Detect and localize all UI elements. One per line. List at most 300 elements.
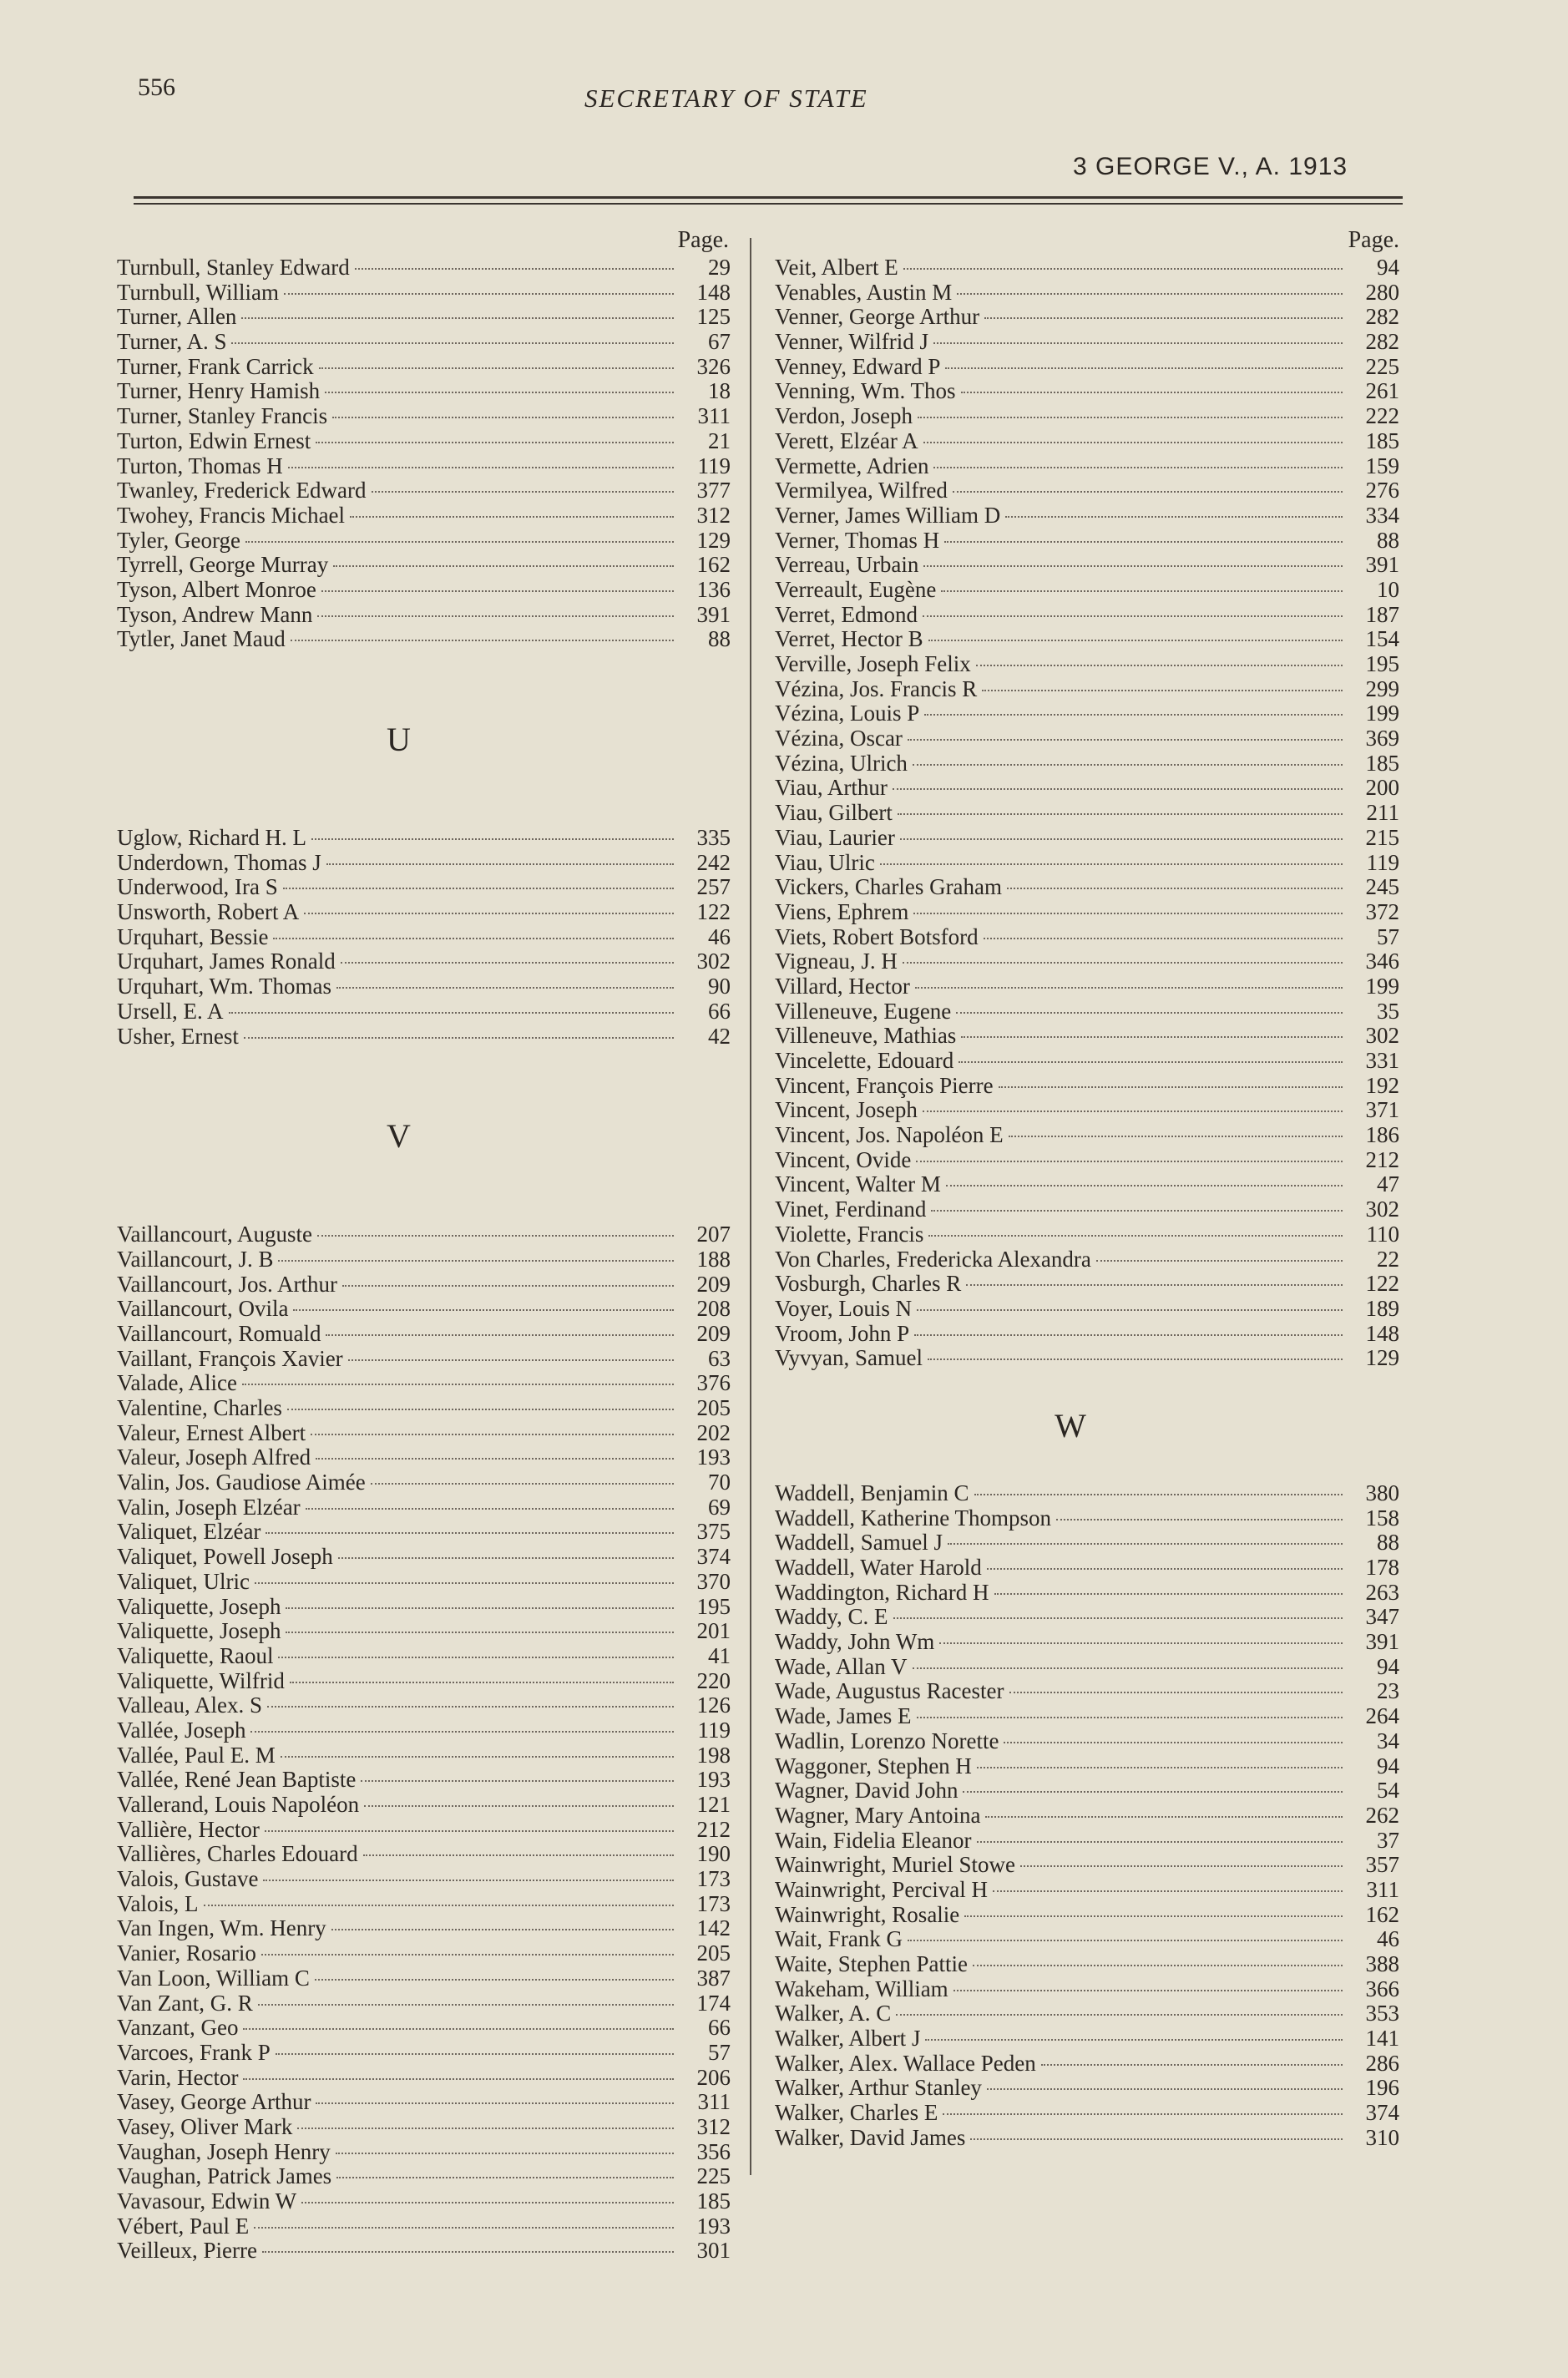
index-entry [775, 2026, 1399, 2052]
dot-leader [880, 863, 1343, 865]
index-entry [117, 2164, 731, 2189]
entry-name: Vaillancourt, Jos. Arthur [117, 1271, 337, 1297]
dot-leader [276, 2053, 674, 2055]
index-entry [117, 1867, 731, 1892]
entry-page: 215 [1365, 824, 1399, 850]
dot-leader [1009, 1692, 1343, 1693]
dot-leader [372, 491, 675, 493]
entry-page: 282 [1365, 329, 1399, 355]
entry-name: Waite, Stephen Pattie [775, 1951, 969, 1976]
dot-leader [350, 516, 674, 518]
dot-leader [917, 1309, 1343, 1311]
entry-name: Vézina, Oscar [775, 726, 903, 751]
entry-page: 261 [1365, 378, 1399, 404]
index-entry [117, 379, 731, 404]
index-entry [775, 677, 1399, 702]
dot-leader [1007, 888, 1343, 889]
entry-page: 335 [696, 825, 731, 850]
entry-page: 375 [696, 1519, 731, 1545]
v-entries [117, 1222, 731, 2264]
dot-leader [316, 2102, 674, 2104]
entry-name: Vaillancourt, Ovila [117, 1296, 289, 1322]
entry-page: 369 [1365, 726, 1399, 751]
entry-name: Van Ingen, Wm. Henry [117, 1915, 326, 1941]
entry-name: Vincent, Jos. Napoléon E [775, 1122, 1004, 1148]
index-entry [117, 281, 731, 306]
dot-leader [284, 293, 674, 295]
entry-page: 391 [1365, 1629, 1399, 1655]
index-entry [117, 1396, 731, 1421]
dot-leader [286, 1607, 674, 1609]
index-entry [775, 379, 1399, 404]
entry-page: 302 [1365, 1023, 1399, 1049]
entry-name: Valentine, Charles [117, 1395, 282, 1420]
entry-page: 34 [1377, 1728, 1399, 1753]
entry-name: Walker, Alex. Wallace Peden [775, 2050, 1036, 2076]
entry-page: 119 [1366, 849, 1399, 875]
index-entry [775, 1952, 1399, 1977]
index-entry [117, 1743, 731, 1768]
dot-leader [1005, 516, 1343, 518]
index-entry [775, 478, 1399, 503]
dot-leader [336, 2177, 674, 2178]
index-entry [117, 1718, 731, 1743]
entry-name: Wagner, Mary Antoina [775, 1802, 981, 1828]
entry-page: 188 [696, 1246, 731, 1272]
entry-page: 198 [696, 1742, 731, 1768]
entry-page: 312 [696, 2113, 731, 2139]
header-rule [134, 203, 1403, 205]
index-entry [775, 603, 1399, 628]
entry-name: Van Zant, G. R [117, 1990, 253, 2016]
dot-leader [953, 1990, 1343, 1991]
index-entry [775, 627, 1399, 652]
dot-leader [371, 1483, 674, 1485]
index-entry [117, 1793, 731, 1818]
dot-leader [913, 913, 1343, 914]
index-entry [775, 1556, 1399, 1581]
dot-leader [286, 1632, 674, 1633]
entry-name: Varcoes, Frank P [117, 2039, 271, 2065]
entry-name: Valleau, Alex. S [117, 1692, 262, 1718]
entry-page: 245 [1365, 874, 1399, 900]
entry-page: 220 [696, 1667, 731, 1693]
entry-name: Walker, David James [775, 2124, 966, 2150]
index-entry [775, 1322, 1399, 1347]
dot-leader [311, 1434, 674, 1435]
entry-page: 94 [1377, 1753, 1399, 1778]
dot-leader [204, 1905, 675, 1906]
entry-page: 22 [1377, 1246, 1399, 1272]
index-entry [775, 900, 1399, 925]
right-column [775, 227, 1399, 2151]
dot-leader [963, 1791, 1343, 1793]
page-column-heading: Page. [677, 227, 729, 253]
entry-page: 126 [696, 1692, 731, 1718]
index-entry [117, 2239, 731, 2264]
entry-name: Twanley, Frederick Edward [117, 478, 367, 503]
entry-page: 88 [708, 626, 731, 652]
entry-page: 178 [1365, 1555, 1399, 1580]
entry-name: Viets, Robert Botsford [775, 923, 979, 949]
index-entry [117, 1272, 731, 1298]
index-entry [775, 1829, 1399, 1854]
entry-page: 110 [1366, 1221, 1399, 1247]
index-entry [117, 2041, 731, 2066]
index-entry [775, 1679, 1399, 1704]
entry-name: Valeur, Ernest Albert [117, 1419, 306, 1445]
entry-page: 57 [708, 2039, 731, 2065]
dot-leader [945, 367, 1343, 369]
index-entry [775, 875, 1399, 900]
index-entry [775, 1297, 1399, 1322]
index-entry [117, 1941, 731, 1966]
index-entry [775, 776, 1399, 801]
entry-name: Vickers, Charles Graham [775, 874, 1003, 900]
entry-name: Valade, Alice [117, 1370, 237, 1396]
entry-name: Venner, Wilfrid J [775, 329, 929, 355]
index-entry [775, 925, 1399, 950]
dot-leader [1041, 2064, 1343, 2066]
entry-page: 185 [1365, 428, 1399, 453]
index-entry [775, 281, 1399, 306]
dot-leader [250, 1731, 674, 1733]
dot-leader [931, 1210, 1343, 1212]
dot-leader [999, 1086, 1343, 1088]
dot-leader [1096, 1260, 1343, 1262]
index-entry [775, 751, 1399, 777]
entry-name: Viau, Laurier [775, 824, 895, 850]
entry-name: Vyvyan, Samuel [775, 1345, 923, 1371]
entry-page: 193 [696, 2213, 731, 2239]
dot-leader [900, 838, 1343, 840]
dot-leader [255, 1582, 674, 1584]
section-heading-w: W [1055, 1407, 1086, 1445]
entry-page: 29 [708, 255, 731, 280]
entry-page: 196 [1365, 2075, 1399, 2101]
dot-leader [987, 2088, 1343, 2090]
dot-leader [913, 1667, 1343, 1669]
entry-name: Verner, Thomas H [775, 527, 940, 553]
entry-name: Voyer, Louis N [775, 1295, 913, 1321]
entry-name: Von Charles, Fredericka Alexandra [775, 1246, 1091, 1272]
index-entry [775, 1853, 1399, 1878]
entry-name: Valiquette, Joseph [117, 1593, 281, 1619]
entry-name: Urquhart, James Ronald [117, 949, 336, 974]
entry-name: Vroom, John P [775, 1320, 910, 1346]
entry-page: 187 [1365, 601, 1399, 627]
dot-leader [262, 2251, 674, 2253]
index-entry [117, 355, 731, 380]
index-entry [775, 2001, 1399, 2026]
entry-page: 310 [1365, 2124, 1399, 2150]
dot-leader [943, 2113, 1343, 2115]
index-entry [775, 826, 1399, 851]
dot-leader [923, 442, 1343, 443]
entry-name: Vasey, Oliver Mark [117, 2113, 293, 2139]
entry-page: 122 [696, 899, 731, 925]
dot-leader [316, 1458, 674, 1460]
index-entry [117, 2066, 731, 2091]
index-entry [775, 949, 1399, 974]
entry-name: Tyrrell, George Murray [117, 552, 329, 578]
entry-name: Villeneuve, Mathias [775, 1023, 957, 1049]
entry-page: 186 [1365, 1122, 1399, 1148]
index-entry [775, 553, 1399, 578]
index-entry [775, 429, 1399, 454]
entry-page: 211 [1366, 800, 1399, 826]
entry-page: 366 [1365, 1976, 1399, 2001]
index-entry [775, 1977, 1399, 2002]
entry-page: 202 [696, 1419, 731, 1445]
dot-leader [1056, 1519, 1343, 1520]
dot-leader [290, 1682, 674, 1683]
dot-leader [976, 665, 1343, 666]
entry-name: Verreau, Urbain [775, 552, 919, 578]
dot-leader [319, 367, 674, 369]
dot-leader [332, 417, 674, 418]
entry-page: 148 [696, 279, 731, 305]
dot-leader [336, 2153, 674, 2154]
entry-page: 212 [696, 1816, 731, 1842]
dot-leader [917, 1717, 1343, 1718]
index-entry [117, 1966, 731, 1991]
entry-page: 200 [1365, 775, 1399, 801]
entry-name: Valiquette, Wilfrid [117, 1667, 285, 1693]
entry-page: 10 [1377, 576, 1399, 602]
section-heading-u: U [387, 720, 411, 758]
dot-leader [953, 491, 1343, 493]
entry-page: 192 [1365, 1072, 1399, 1098]
entry-name: Turner, Allen [117, 304, 237, 330]
entry-name: Waddy, John Wm [775, 1629, 935, 1655]
index-entry [117, 1619, 731, 1644]
dot-leader [241, 317, 674, 319]
index-entry [117, 2214, 731, 2239]
dot-leader [915, 987, 1343, 989]
dot-leader [1020, 1865, 1343, 1867]
index-entry [775, 726, 1399, 751]
index-entry [117, 2140, 731, 2165]
entry-page: 376 [696, 1370, 731, 1396]
index-entry [775, 1581, 1399, 1606]
dot-leader [984, 317, 1343, 319]
entry-page: 21 [708, 428, 731, 453]
dot-leader [331, 1929, 674, 1930]
entry-page: 208 [696, 1296, 731, 1322]
index-entry [117, 1892, 731, 1917]
entry-page: 46 [708, 923, 731, 949]
dot-leader [924, 714, 1343, 716]
index-entry [775, 503, 1399, 529]
dot-leader [304, 913, 674, 914]
entry-name: Vosburgh, Charles R [775, 1271, 962, 1297]
dot-leader [944, 541, 1343, 543]
entry-name: Ursell, E. A [117, 998, 224, 1024]
index-entry [775, 1222, 1399, 1247]
index-entry [117, 1347, 731, 1372]
entry-page: 23 [1377, 1678, 1399, 1704]
dot-leader [918, 417, 1343, 418]
entry-page: 162 [696, 552, 731, 578]
dot-leader [893, 788, 1343, 790]
entry-name: Verner, James William D [775, 502, 1001, 528]
section-heading-v: V [387, 1116, 411, 1155]
entry-name: Venner, George Arthur [775, 304, 980, 330]
dot-leader [923, 565, 1343, 567]
dot-leader [957, 293, 1343, 295]
entry-name: Valiquet, Powell Joseph [117, 1544, 333, 1570]
entry-name: Underwood, Ira S [117, 874, 278, 900]
entry-name: Wade, James E [775, 1703, 912, 1729]
index-entry [775, 256, 1399, 281]
dot-leader [908, 1940, 1343, 1941]
entry-page: 94 [1377, 255, 1399, 280]
dot-leader [317, 1235, 674, 1237]
entry-name: Tyson, Andrew Mann [117, 601, 313, 627]
dot-leader [923, 1111, 1343, 1112]
dot-leader [946, 1185, 1343, 1186]
dot-leader [903, 268, 1343, 270]
dot-leader [326, 1334, 674, 1336]
entry-page: 57 [1377, 923, 1399, 949]
entry-name: Uglow, Richard H. L [117, 825, 306, 850]
entry-name: Unsworth, Robert A [117, 899, 300, 925]
index-entry [117, 2189, 731, 2214]
index-entry [117, 1669, 731, 1694]
entry-name: Waddell, Benjamin C [775, 1480, 969, 1505]
index-entry [117, 305, 731, 330]
entry-name: Vincent, Walter M [775, 1171, 941, 1197]
entry-page: 201 [696, 1618, 731, 1644]
entry-page: 282 [1365, 304, 1399, 330]
dot-leader [939, 1642, 1343, 1644]
index-entry [117, 2016, 731, 2041]
dot-leader [338, 1557, 674, 1559]
entry-name: Vincent, Ovide [775, 1146, 912, 1172]
entry-page: 356 [696, 2138, 731, 2164]
dot-leader [928, 640, 1343, 641]
dot-leader [933, 467, 1343, 468]
entry-page: 212 [1365, 1146, 1399, 1172]
index-entry [775, 801, 1399, 826]
entry-page: 388 [1365, 1951, 1399, 1976]
entry-name: Venables, Austin M [775, 279, 953, 305]
entry-page: 372 [1365, 898, 1399, 924]
dot-leader [263, 1880, 674, 1881]
dot-leader [925, 2039, 1343, 2041]
entry-page: 94 [1377, 1653, 1399, 1679]
index-entry [775, 1148, 1399, 1173]
index-entry [117, 627, 731, 652]
dot-leader [908, 739, 1343, 741]
dot-leader [1004, 1742, 1343, 1743]
dot-leader [242, 1384, 674, 1385]
entry-page: 347 [1365, 1604, 1399, 1630]
index-entry [117, 330, 731, 355]
dot-leader [984, 938, 1343, 939]
entry-page: 190 [696, 1841, 731, 1867]
dot-leader [956, 1012, 1343, 1014]
entry-page: 195 [1365, 651, 1399, 676]
dot-leader [898, 813, 1343, 815]
entry-name: Turner, A. S [117, 329, 227, 355]
index-entry [775, 2101, 1399, 2126]
entry-name: Vasey, George Arthur [117, 2089, 311, 2115]
entry-page: 142 [696, 1915, 731, 1941]
header-rule [134, 196, 1403, 199]
index-entry [775, 1506, 1399, 1531]
dot-leader [273, 938, 674, 939]
dot-leader [966, 1284, 1343, 1286]
entry-name: Waddell, Samuel J [775, 1530, 943, 1556]
entry-page: 90 [708, 974, 731, 999]
dot-leader [297, 2128, 674, 2129]
entry-page: 63 [708, 1345, 731, 1371]
t-entries [117, 256, 731, 652]
entry-page: 205 [696, 1940, 731, 1966]
dot-leader [361, 1780, 674, 1782]
entry-name: Turnbull, William [117, 279, 279, 305]
dot-leader [1009, 1136, 1343, 1137]
index-entry [775, 1903, 1399, 1928]
dot-leader [973, 1965, 1343, 1966]
entry-page: 346 [1365, 949, 1399, 974]
entry-page: 88 [1377, 527, 1399, 553]
entry-page: 311 [697, 403, 731, 429]
entry-name: Usher, Ernest [117, 1023, 239, 1049]
index-entry [117, 1520, 731, 1545]
index-entry [117, 1991, 731, 2016]
dot-leader [315, 1979, 674, 1981]
entry-page: 312 [696, 502, 731, 528]
entry-name: Vallerand, Louis Napoléon [117, 1792, 360, 1817]
entry-name: Wagner, David John [775, 1778, 959, 1804]
entry-name: Vallée, Paul E. M [117, 1742, 276, 1768]
index-entry [117, 2090, 731, 2115]
entry-name: Turner, Frank Carrick [117, 353, 314, 379]
entry-name: Valin, Jos. Gaudiose Aimée [117, 1470, 366, 1495]
dot-leader [903, 962, 1343, 964]
entry-page: 174 [696, 1990, 731, 2016]
index-entry [775, 1247, 1399, 1272]
entry-name: Vincelette, Edouard [775, 1048, 954, 1073]
dot-leader [306, 1508, 674, 1510]
entry-name: Waddy, C. E [775, 1604, 888, 1630]
entry-name: Wainwright, Percival H [775, 1876, 989, 1902]
entry-name: Wakeham, William [775, 1976, 948, 2001]
dot-leader [987, 1568, 1343, 1570]
entry-page: 35 [1377, 998, 1399, 1024]
entry-page: 37 [1377, 1827, 1399, 1853]
entry-page: 121 [696, 1792, 731, 1817]
entry-page: 286 [1365, 2050, 1399, 2076]
entry-name: Veilleux, Pierre [117, 2238, 257, 2264]
dot-leader [896, 2014, 1343, 2016]
index-entry [775, 851, 1399, 876]
dot-leader [229, 1012, 675, 1014]
index-entry [117, 1768, 731, 1793]
index-entry [117, 1545, 731, 1570]
entry-name: Waddell, Katherine Thompson [775, 1505, 1052, 1531]
entry-name: Waddell, Water Harold [775, 1555, 982, 1580]
entry-page: 66 [708, 2015, 731, 2041]
dot-leader [933, 342, 1343, 344]
index-entry [775, 1927, 1399, 1952]
entry-page: 225 [696, 2163, 731, 2189]
entry-page: 301 [696, 2238, 731, 2264]
index-entry [117, 1222, 731, 1247]
